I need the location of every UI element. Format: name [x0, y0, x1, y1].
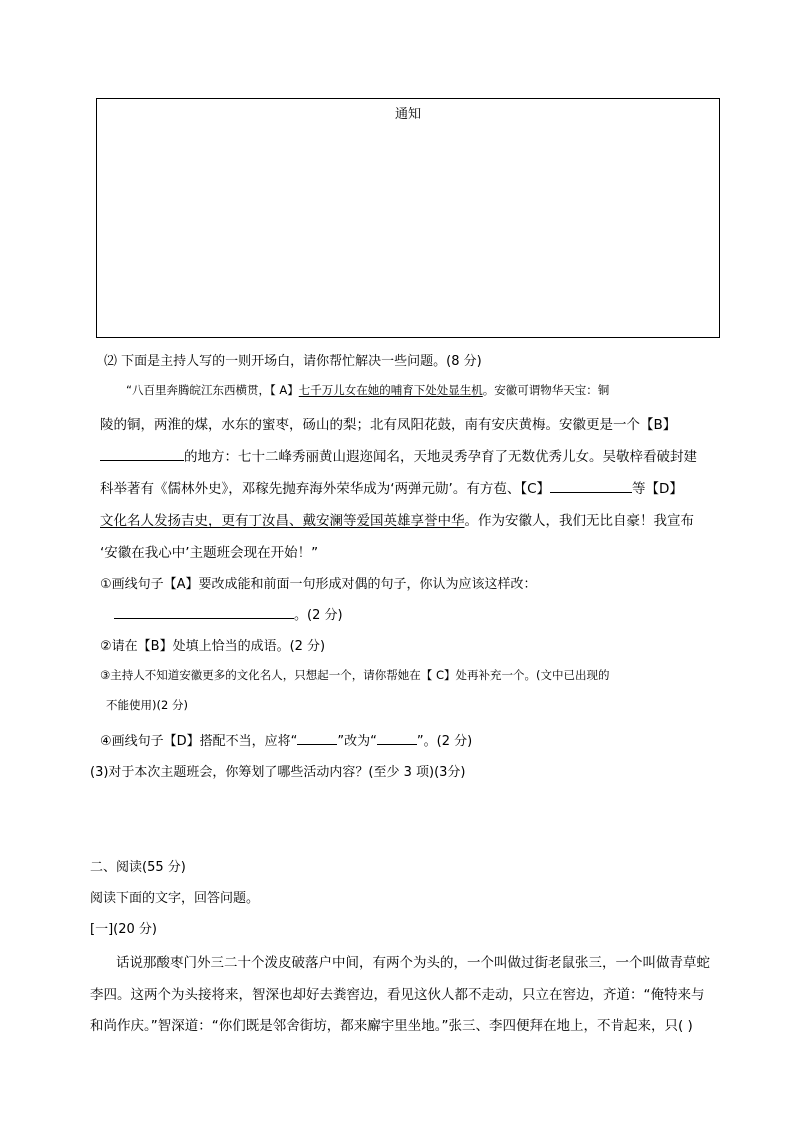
passage-line-4 — [100, 477, 683, 497]
sub-question-3-line-2: 不能使用)(2 分) — [106, 698, 188, 712]
passage-line-1 — [126, 382, 609, 398]
blank-b[interactable] — [100, 446, 184, 461]
sub-question-4-b: ”改为“ — [337, 734, 377, 749]
passage-line-4-end: 等【D】 — [632, 481, 683, 497]
section-2-heading: 二、阅读(55 分) — [90, 860, 186, 875]
passage-line-5-b: 。作为安徽人，我们无比自豪！我宣布 — [464, 513, 694, 529]
section-2-instruction: 阅读下面的文字，回答问题。 — [90, 891, 260, 906]
passage-line-1-a: “八百里奔腾皖江东西横贯，【 A】 — [126, 383, 299, 397]
blank-c[interactable] — [550, 478, 632, 493]
sub-question-4 — [100, 730, 472, 749]
reading-line-1: 话说那酸枣门外三二十个泼皮破落户中间，有两个为头的，一个叫做过街老鼠张三，一个叫做青草蛇 — [116, 955, 710, 971]
sub-question-1-tail: 。(2 分) — [294, 608, 343, 623]
q3-heading: (3)对于本次主题班会，你筹划了哪些活动内容？(至少 3 项)(3分) — [90, 765, 466, 780]
notice-box — [96, 98, 720, 338]
passage-line-5 — [100, 509, 694, 529]
sub-question-4-c: ”。(2 分) — [416, 734, 473, 749]
part-1-heading: [一](20 分) — [90, 922, 157, 937]
underlined-sentence-d: 文化名人发扬吉史，更有丁汝昌、戴安澜等爱国英雄享誉中华 — [100, 513, 465, 529]
passage-line-1-b: 。安徽可谓物华天宝：铜 — [482, 383, 610, 397]
sub-question-4-a: ④画线句子【D】搭配不当，应将“ — [100, 734, 298, 749]
answer-blank-1[interactable] — [114, 604, 294, 619]
sub-question-1: ①画线句子【A】要改成能和前面一句形成对偶的句子，你认为应该这样改： — [100, 577, 537, 592]
blank-from[interactable] — [297, 730, 337, 745]
passage-line-4-a: 科举著有《儒林外史》，邓稼先抛弃海外荣华成为‘两弹元勋’。有方苞、【C】 — [100, 481, 551, 497]
reading-line-2: 李四。这两个为头接将来，智深也却好去粪窖边，看见这伙人都不走动，只立在窖边，齐道：“俺特来与 — [90, 987, 705, 1003]
notice-title: 通知 — [394, 107, 421, 122]
underlined-sentence-a: 七千万儿女在她的哺育下处处显生机 — [298, 383, 483, 397]
passage-line-3-b: 的地方：七十二峰秀丽黄山遐迩闻名，天地灵秀孕育了无数优秀儿女。吴敬梓看破封建 — [184, 449, 697, 465]
sub-question-2: ②请在【B】处填上恰当的成语。(2 分) — [100, 639, 326, 654]
reading-line-3: 和尚作庆。”智深道：“你们既是邻舍街坊，都来廨宇里坐地。”张三、李四便拜在地上，不肯起来，只( ) — [90, 1018, 693, 1034]
passage-line-3 — [100, 445, 697, 465]
blank-to[interactable] — [377, 730, 417, 745]
passage-line-2: 陵的铜，两淮的煤，水东的蜜枣，砀山的梨；北有凤阳花鼓，南有安庆黄梅。安徽更是一个【B】 — [100, 417, 677, 433]
sub-question-1-answer-line — [114, 604, 343, 623]
q2-heading: ⑵ 下面是主持人写的一则开场白，请你帮忙解决一些问题。(8 分) — [104, 354, 482, 369]
passage-line-6: ‘安徽在我心中’主题班会现在开始！” — [100, 545, 319, 561]
sub-question-3-line-1: ③主持人不知道安徽更多的文化名人，只想起一个，请你帮她在【 C】处再补充一个。(文中已出现的 — [100, 668, 610, 682]
